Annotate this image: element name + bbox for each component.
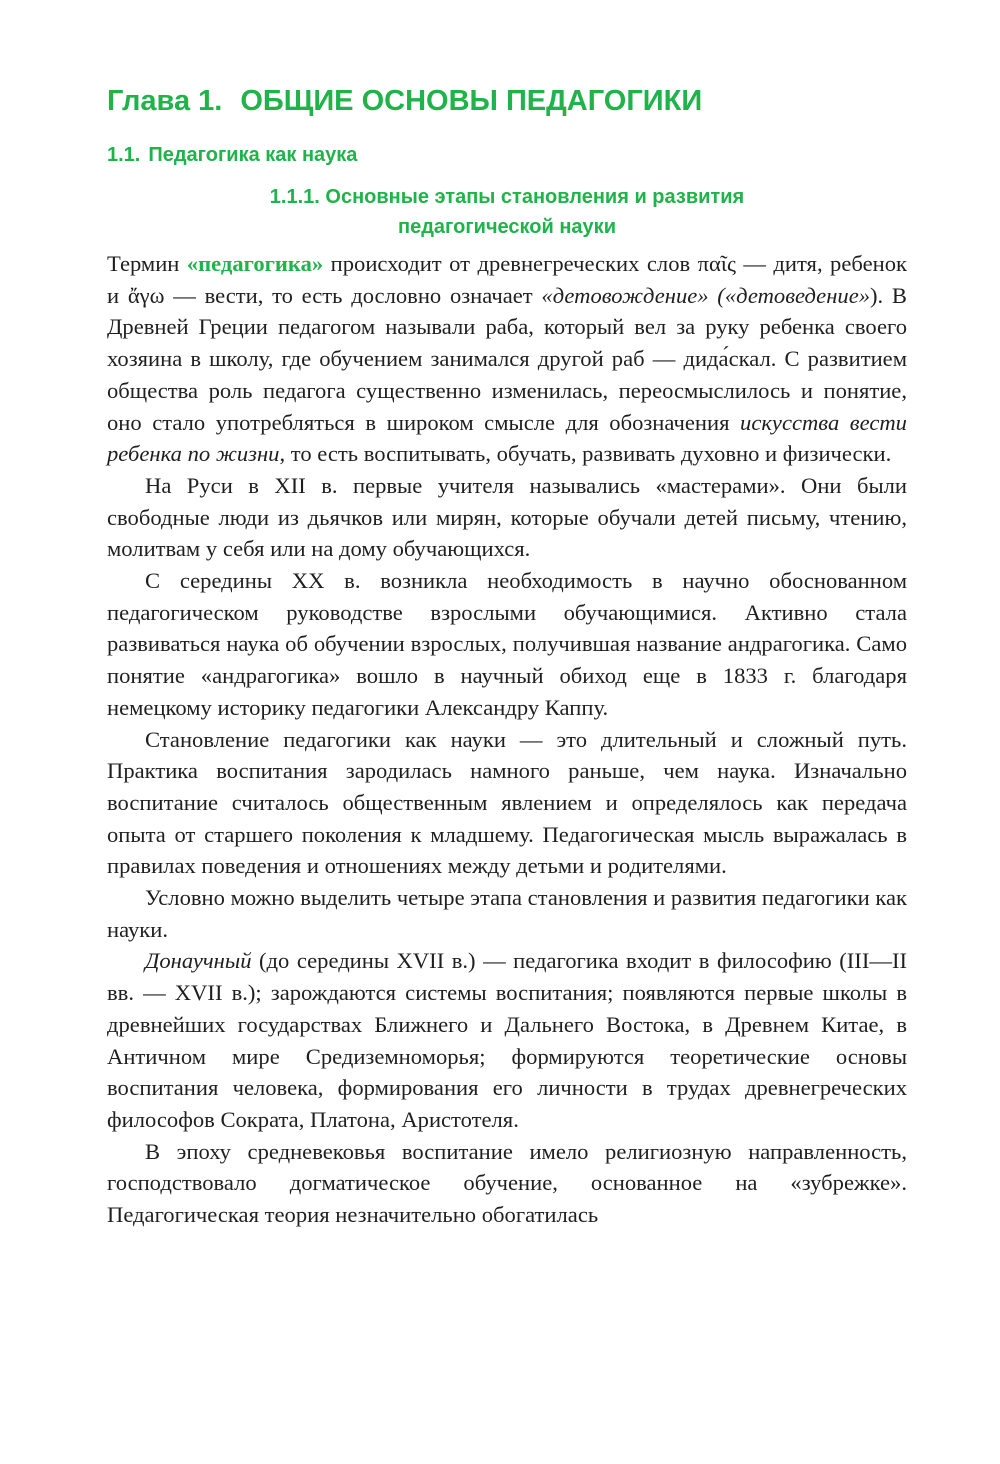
paragraph-6-italic: Донаучный (145, 948, 252, 974)
paragraph-1 (107, 248, 907, 470)
paragraph-2: На Руси в XII в. первые учителя назывались «мастерами». Они были свободные люди из дьячков или мирян, которые обучали детей письму, чтению, молитвам у себя или на дому обучающихся. (107, 472, 907, 562)
chapter-number: Глава 1. (107, 85, 223, 117)
page (107, 82, 907, 1231)
paragraph-1-italic-2: «детоведение» (724, 282, 871, 308)
paragraph-1-italic-3: искусства вести ребенка по жизни (107, 409, 907, 467)
section-title (107, 141, 907, 169)
chapter-title (107, 82, 907, 120)
paragraph-1-italic-1: «детовождение» ( (541, 282, 725, 308)
paragraph-5: Условно можно выделить четыре этапа становления и развития педагогики как науки. (107, 885, 907, 942)
subsection-title-line-2: педагогической науки (398, 216, 616, 238)
term-pedagogika: «педагогика» (186, 251, 324, 276)
section-number: 1.1. (107, 144, 141, 166)
paragraph-6-text: (до середины XVII в.) — педагогика входит в философию (III—II вв. — XVII в.); зарождаются системы воспитания; появляются первые школы в древнейших государствах Ближнего и Дальнего Востока, в Древнем Китае, в Античном мире Средиземноморья; формируются теоретические основы воспитания человека, формирования его личности в трудах древнегреческих философов Сократа, Платона, Аристотеля. (107, 948, 907, 1132)
paragraph-1-text-c: ). В Древней Греции педагогом называли раба, который вел за руку ребенка своего хозяина в школу, где обучением занимался другой раб — дида́скал. С развитием общества роль педагога существенно изменилась, переосмыслилось и понятие, оно стало употребляться в широком смысле для обозначения (107, 282, 908, 435)
chapter-name: ОБЩИЕ ОСНОВЫ ПЕДАГОГИКИ (240, 85, 703, 117)
subsection-title (107, 182, 907, 242)
paragraph-1-text-b: происходит от древнегреческих слов παῖς — дитя, ребенок и ἄγω — вести, то есть дословно означает (107, 251, 907, 308)
paragraph-3: С середины XX в. возникла необходимость в научно обоснованном педагогическом руководстве взрослыми обучающимися. Активно стала развиваться наука об обучении взрослых, получившая название андрагогика. Само понятие «андрагогика» вошло в научный обиход еще в 1833 г. благодаря немецкому историку педагогики Александру Каппу. (107, 568, 907, 720)
body-text (107, 248, 907, 1231)
paragraph-7: В эпоху средневековья воспитание имело религиозную направленность, господствовало догматическое обучение, основанное на «зубрежке». Педагогическая теория незначительно обогатилась (107, 1138, 907, 1228)
section-name: Педагогика как наука (148, 144, 358, 166)
paragraph-1-text-d: , то есть воспитывать, обучать, развивать духовно и физически. (279, 441, 892, 467)
paragraph-1-text-a: Термин (107, 251, 187, 276)
paragraph-6 (107, 945, 907, 1135)
paragraph-4: Становление педагогики как науки — это длительный и сложный путь. Практика воспитания зародилась намного раньше, чем наука. Изначально воспитание считалось общественным явлением и определялось как передача опыта от старшего поколения к младшему. Педагогическая мысль выражалась в правилах поведения и отношениях между детьми и родителями. (107, 726, 907, 879)
subsection-title-line-1: 1.1.1. Основные этапы становления и развития (269, 186, 745, 208)
